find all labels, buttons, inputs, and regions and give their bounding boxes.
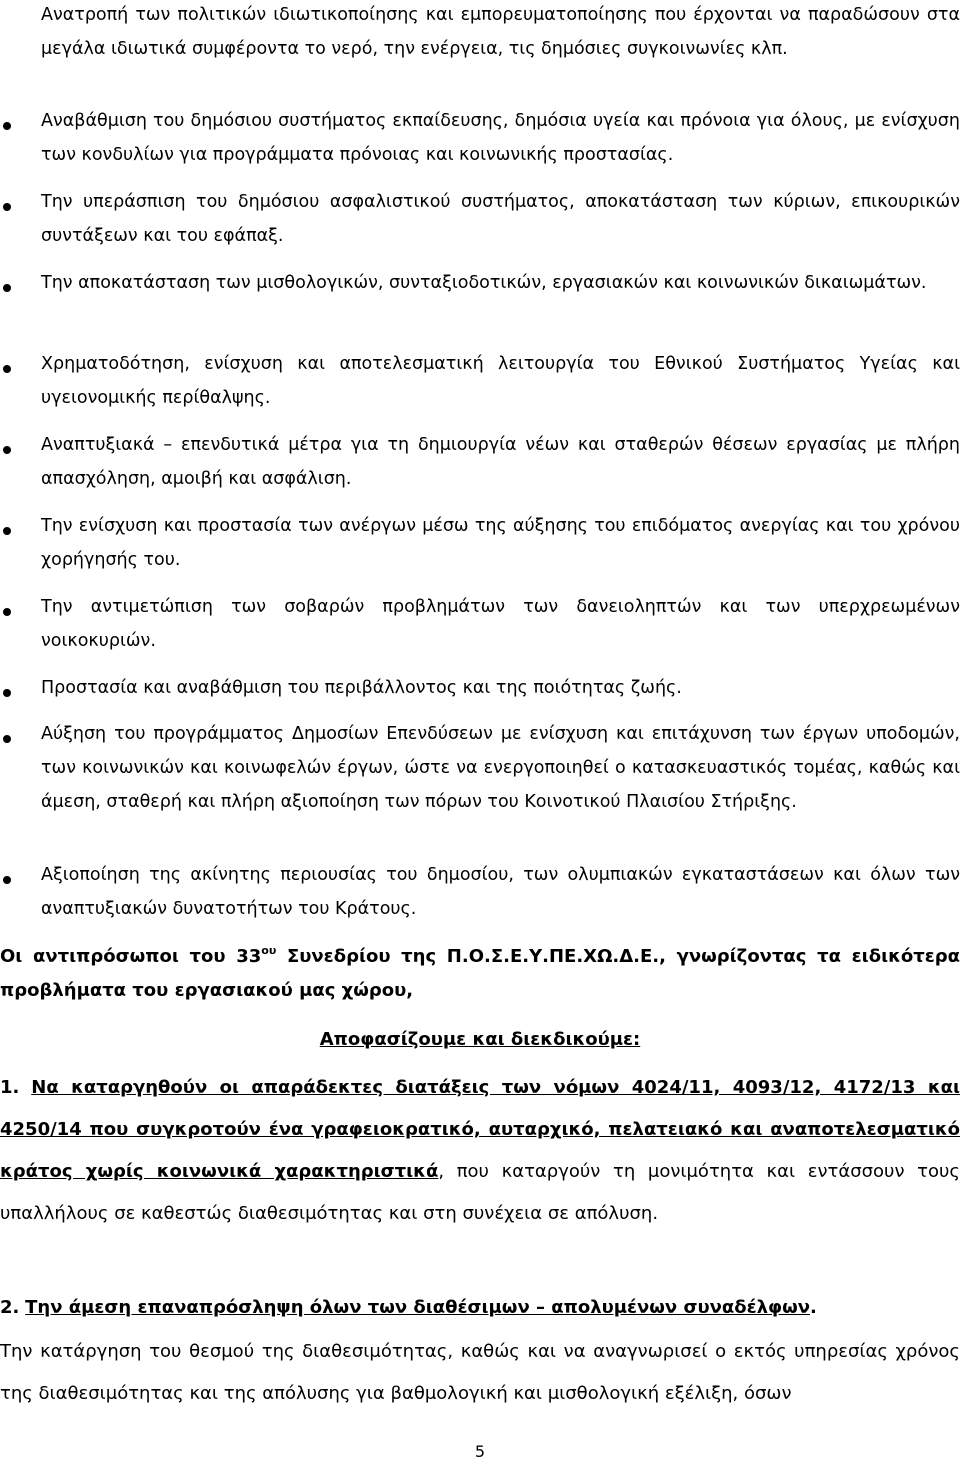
bullet-icon xyxy=(3,608,11,616)
point-number: 2. xyxy=(0,1297,20,1318)
list-item-text: Την ενίσχυση και προστασία των ανέργων μέσω της αύξησης του επιδόματος ανεργίας και του χρόνου χορήγησής του. xyxy=(41,516,960,570)
list-item-text: Αξιοποίηση της ακίνητης περιουσίας του δημοσίου, των ολυμπιακών εγκαταστάσεων και όλων των αναπτυξιακών δυνατοτήτων του Κράτους. xyxy=(41,865,960,919)
bullet-icon xyxy=(3,284,11,292)
point-emphasis: Να καταργηθούν οι απαράδεκτες διατάξεις των νόμων 4024/11, 4093/12, 4172/13 και 4250/14 που συγκροτούν ένα γραφειοκρατικό, αυταρχικό, πελατειακό και αναποτελεσματικό κράτος χωρίς κοινωνικά χαρακτηριστικά xyxy=(0,1077,960,1182)
page-number: 5 xyxy=(474,1442,486,1461)
decision-title: Αποφασίζουμε και διεκδικούμε: xyxy=(319,1029,641,1050)
section-heading xyxy=(0,940,960,1008)
list-item-text: Αύξηση του προγράμματος Δημοσίων Επενδύσεων με ενίσχυση και επιτάχυνση των έργων υποδομών, των κοινωνικών και κοινωφελών έργων, ώστε να ενεργοποιηθεί ο κατασκευαστικός τομέας, καθώς και άμεση, σταθερή και πλήρη αξιοποίηση των πόρων του Κοινοτικού Πλαισίου Στήριξης. xyxy=(41,724,960,812)
list-item-text: Την αντιμετώπιση των σοβαρών προβλημάτων των δανειοληπτών και των υπερχρεωμένων νοικοκυριών. xyxy=(41,597,960,651)
heading-ordinal-suffix: ου xyxy=(261,944,277,957)
heading-text-end: Συνεδρίου της Π.Ο.Σ.Ε.Υ.ΠΕ.ΧΩ.Δ.Ε., γνωρίζοντας τα ειδικότερα προβλήματα του εργασιακού μας χώρου, xyxy=(0,946,960,1001)
body-paragraph: Την κατάργηση του θεσμού της διαθεσιμότητας, καθώς και να αναγνωρισεί ο εκτός υπηρεσίας χρόνος της διαθεσιμότητας και της απόλυσης για βαθμολογική και μισθολογική εξέλιξη, όσων xyxy=(0,1341,960,1404)
point-text: , που καταργούν τη μονιμότητα και εντάσσουν τους υπαλλήλους σε καθεστώς διαθεσιμότητας και στη συνέχεια σε απόλυση. xyxy=(0,1161,960,1224)
list-item-text: Αναπτυξιακά – επενδυτικά μέτρα για τη δημιουργία νέων και σταθερών θέσεων εργασίας με πλήρη απασχόληση, αμοιβή και ασφάλιση. xyxy=(41,435,960,489)
bullet-icon xyxy=(3,689,11,697)
bullet-icon xyxy=(3,876,11,884)
bullet-icon xyxy=(3,122,11,130)
list-item-text: Την αποκατάσταση των μισθολογικών, συνταξιοδοτικών, εργασιακών και κοινωνικών δικαιωμάτων. xyxy=(41,273,927,293)
bullet-icon xyxy=(3,365,11,373)
heading-text-start: Οι αντιπρόσωποι του 33 xyxy=(0,946,262,967)
bullet-icon xyxy=(3,527,11,535)
point-number: 1. xyxy=(0,1077,20,1098)
point-emphasis: Την άμεση επαναπρόσληψη όλων των διαθέσιμων – απολυμένων συναδέλφων xyxy=(25,1297,811,1318)
numbered-point-1 xyxy=(0,1067,960,1235)
bullet-icon xyxy=(3,735,11,743)
list-item-text: Αναβάθμιση του δημόσιου συστήματος εκπαίδευσης, δημόσια υγεία και πρόνοια για όλους, με ενίσχυση των κονδυλίων για προγράμματα πρόνοιας και κοινωνικής προστασίας. xyxy=(41,111,960,165)
list-item-text: Ανατροπή των πολιτικών ιδιωτικοποίησης και εμπορευματοποίησης που έρχονται να παραδώσουν στα μεγάλα ιδιωτικά συμφέροντα το νερό, την ενέργεια, τις δημόσιες συγκοινωνίες κλπ. xyxy=(41,5,960,59)
list-item-text: Την υπεράσπιση του δημόσιου ασφαλιστικού συστήματος, αποκατάσταση των κύριων, επικουρικών συντάξεων και του εφάπαξ. xyxy=(41,192,960,246)
numbered-point-2 xyxy=(0,1287,960,1329)
point-end-dot: . xyxy=(810,1297,817,1318)
list-item-text: Προστασία και αναβάθμιση του περιβάλλοντος και της ποιότητας ζωής. xyxy=(41,678,682,698)
bullet-icon xyxy=(3,446,11,454)
bullet-icon xyxy=(3,203,11,211)
list-item-text: Χρηματοδότηση, ενίσχυση και αποτελεσματική λειτουργία του Εθνικού Συστήματος Υγείας και υγειονομικής περίθαλψης. xyxy=(41,354,960,408)
